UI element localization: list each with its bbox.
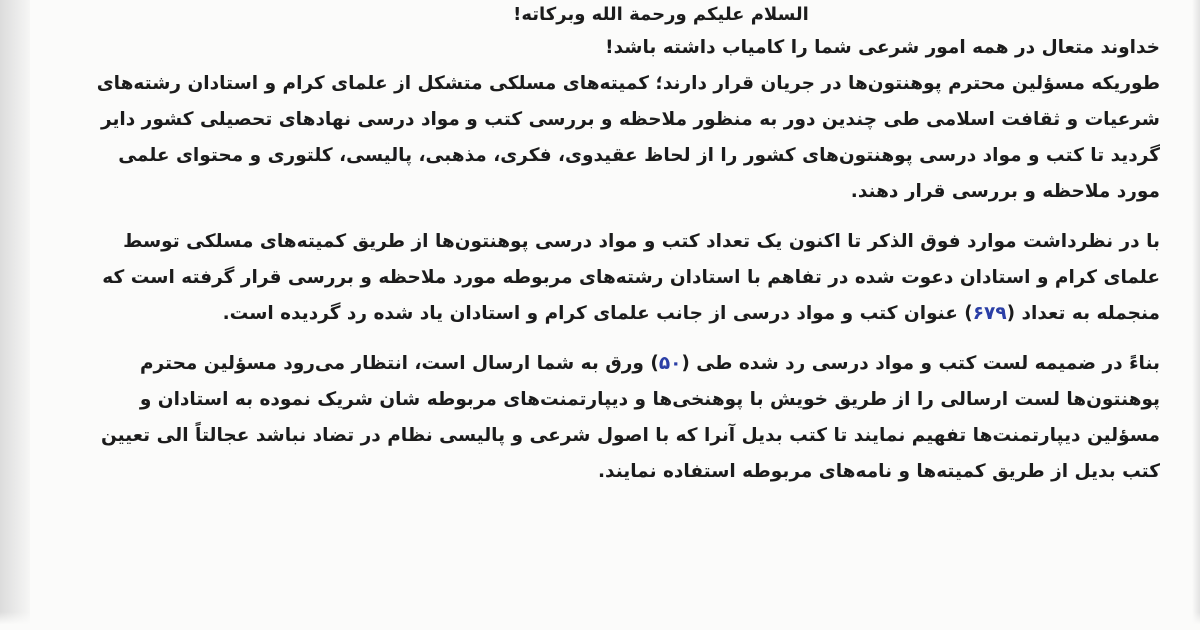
paragraph-line: علمای کرام و استادان دعوت شده در تفاهم با استادان رشته‌های مربوطه مورد ملاحظه و بررسی قرار گرفته است که: [102, 267, 1160, 288]
paragraph-line: طوریکه مسؤلین محترم پوهنتون‌ها در جریان قرار دارند؛ کمیته‌های مسلکی متشکل از علمای کرام و استادان رشته‌های: [96, 73, 1160, 94]
paragraph-line-with-count: [42, 346, 1160, 382]
paragraph-line: شرعیات و ثقافت اسلامی طی چندین دور به منظور ملاحظه و بررسی کتب و مواد درسی نهادهای تحصیلی کشور دایر: [100, 109, 1160, 130]
paragraph-line: کتب بدیل از طریق کمیته‌ها و نامه‌های مربوطه استفاده نمایند.: [598, 461, 1160, 482]
page-bottom-crop: [0, 612, 1200, 630]
paragraph-line: با در نظرداشت موارد فوق الذکر تا اکنون یک تعداد کتب و مواد درسی پوهنتون‌ها از طریق کمیته‌های مسلکی توسط: [123, 231, 1160, 252]
count-prefix: منجمله به تعداد (: [1006, 303, 1160, 324]
paragraph-1: [42, 66, 1160, 210]
paragraph-line: مسؤلین دیپارتمنت‌ها تفهیم نمایند تا کتب بدیل آنرا که با اصول شرعی و پالیسی نظام در تضاد نباشد عجالتاً الی تعیین: [100, 425, 1160, 446]
paragraph-line: پوهنتون‌ها لست ارسالی را از طریق خویش با پوهنخی‌ها و دیپارتمنت‌های مربوطه شان شریک نموده به استادان و: [139, 389, 1160, 410]
count-prefix: بناءً در ضمیمه لست کتب و مواد درسی رد شده طی (: [681, 353, 1160, 374]
attachment-page-count: ۵۰: [658, 353, 682, 374]
salutation: السلام علیکم ورحمة الله وبرکاته!: [513, 4, 809, 25]
paragraph-line-with-count: [42, 296, 1160, 332]
paragraph-line: گردید تا کتب و مواد درسی پوهنتون‌های کشور را از لحاظ عقیدوی، فکری، مذهبی، پالیسی، کلتوری و محتوای علمی: [118, 145, 1160, 166]
page-right-shadow: [1192, 0, 1200, 630]
page-left-shadow: [0, 0, 30, 630]
paragraph-line: مورد ملاحظه و بررسی قرار دهند.: [850, 181, 1160, 202]
paragraph-2: [42, 224, 1160, 332]
letter-body: [42, 0, 1160, 490]
paragraph-3: [42, 346, 1160, 490]
count-suffix: ) ورق به شما ارسال است، انتظار می‌رود مسؤلین محترم: [139, 353, 659, 374]
rejected-books-count: ۶۷۹: [972, 303, 1007, 324]
greeting: خداوند متعال در همه امور شرعی شما را کامیاب داشته باشد!: [605, 37, 1160, 58]
count-suffix: ) عنوان کتب و مواد درسی از جانب علمای کرام و استادان یاد شده رد گردیده است.: [222, 303, 973, 324]
